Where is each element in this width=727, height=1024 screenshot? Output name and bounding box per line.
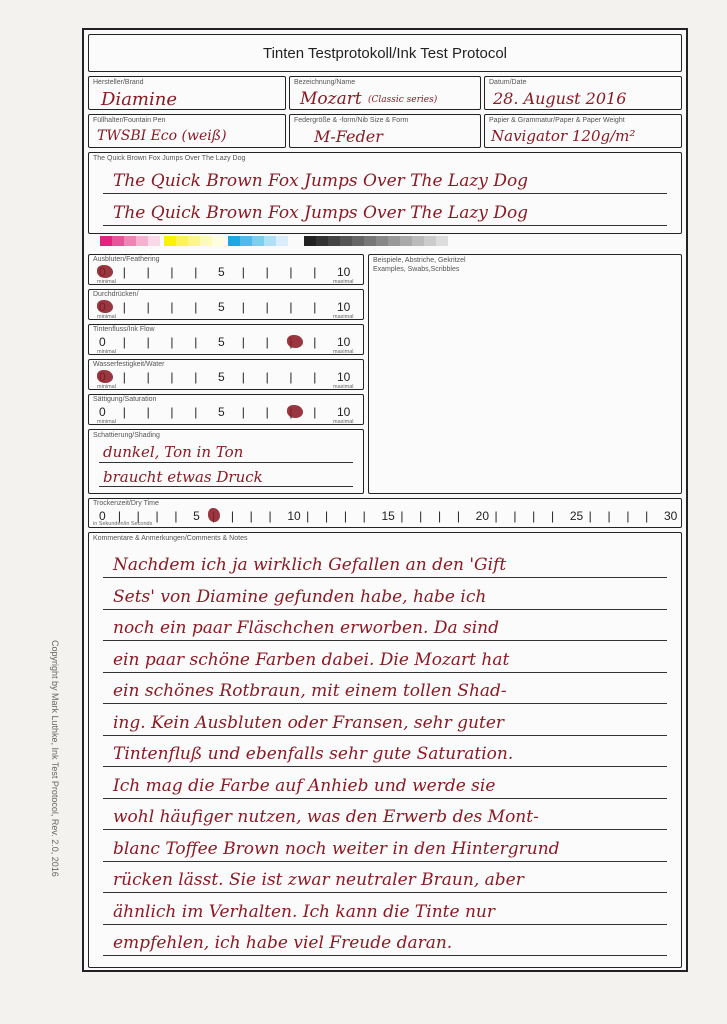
- fox-line-1: The Quick Brown Fox Jumps Over The Lazy Dog: [113, 171, 529, 191]
- scale-tick: |: [122, 335, 126, 349]
- comment-line: ein paar schöne Farben dabei. Die Mozart hat: [113, 649, 510, 670]
- color-swatch: [124, 236, 136, 246]
- comment-rule: [103, 829, 667, 830]
- scale-tick: |: [122, 265, 126, 279]
- scale-number: 5: [218, 405, 225, 419]
- color-calibration-strip: [100, 236, 448, 246]
- scale-tick: |: [313, 265, 317, 279]
- drytime-tick: |: [551, 509, 555, 523]
- rating-min: minimal: [97, 279, 116, 285]
- date-box: [484, 76, 682, 110]
- scale-tick: |: [122, 405, 126, 419]
- nib-label: Federgröße & -form/Nib Size & Form: [294, 117, 409, 124]
- drytime-tick: |: [419, 509, 423, 523]
- scale-tick: |: [170, 335, 174, 349]
- comment-line: ing. Kein Ausbluten oder Fransen, sehr guter: [113, 712, 504, 733]
- scale-tick: |: [170, 300, 174, 314]
- title-box: [88, 34, 682, 72]
- paper-label: Papier & Grammatur/Paper & Paper Weight: [489, 117, 625, 124]
- scale-tick: |: [289, 265, 293, 279]
- scale-tick: |: [122, 370, 126, 384]
- color-swatch: [352, 236, 364, 246]
- drytime-tick: |: [155, 509, 159, 523]
- color-swatch: [136, 236, 148, 246]
- scale-tick: |: [241, 335, 245, 349]
- color-swatch: [388, 236, 400, 246]
- paper-box: [484, 114, 682, 148]
- scale-tick: |: [170, 265, 174, 279]
- scale-tick: |: [170, 370, 174, 384]
- examples-label: Beispiele, Abstriche, Gekritzel: [373, 257, 466, 264]
- comments-box: [88, 532, 682, 968]
- scale-tick: |: [146, 370, 150, 384]
- scale-tick: |: [146, 265, 150, 279]
- nib-value: M-Feder: [314, 127, 383, 146]
- scale-number: 10: [337, 265, 351, 279]
- rating-label: Tintenfluss/Ink Flow: [93, 326, 155, 333]
- drytime-mark: [208, 508, 220, 522]
- comment-line: wohl häufiger nutzen, was den Erwerb des Mont-: [113, 807, 539, 827]
- rating-label: Sättigung/Saturation: [93, 396, 157, 403]
- scale-tick: |: [146, 335, 150, 349]
- comment-rule: [103, 892, 667, 893]
- rating-box: [88, 289, 364, 320]
- color-swatch: [424, 236, 436, 246]
- color-swatch: [376, 236, 388, 246]
- rating-mark: [287, 405, 303, 418]
- examples-label-2: Examples, Swabs,Scribbles: [373, 266, 460, 273]
- date-value: 28. August 2016: [493, 89, 627, 108]
- drytime-tick: |: [588, 509, 592, 523]
- drytime-tick: |: [645, 509, 649, 523]
- scale-tick: |: [241, 370, 245, 384]
- drytime-tick: |: [456, 509, 460, 523]
- protocol-sheet: [82, 28, 688, 972]
- drytime-tick: |: [249, 509, 253, 523]
- comment-line: empfehlen, ich habe viel Freude daran.: [113, 933, 453, 953]
- comment-rule: [103, 766, 667, 767]
- comment-rule: [103, 609, 667, 610]
- scale-tick: |: [265, 300, 269, 314]
- color-swatch: [200, 236, 212, 246]
- rating-min: minimal: [97, 349, 116, 355]
- color-swatch: [240, 236, 252, 246]
- color-swatch: [100, 236, 112, 246]
- fox-label: The Quick Brown Fox Jumps Over The Lazy Dog: [93, 155, 246, 162]
- color-swatch: [252, 236, 264, 246]
- scale-number: 5: [218, 300, 225, 314]
- comment-rule: [103, 735, 667, 736]
- name-box: [289, 76, 481, 110]
- scale-number: 10: [337, 370, 351, 384]
- scale-tick: |: [146, 300, 150, 314]
- scale-tick: |: [289, 370, 293, 384]
- shading-box: [88, 429, 364, 494]
- pen-value: TWSBI Eco (weiß): [97, 128, 227, 144]
- scale-number: 10: [337, 300, 351, 314]
- paper-value: Navigator 120g/m²: [491, 127, 636, 145]
- date-label: Datum/Date: [489, 79, 527, 86]
- comment-rule: [103, 703, 667, 704]
- rating-max: maximal: [333, 384, 354, 390]
- scale-tick: |: [194, 370, 198, 384]
- scale-tick: |: [122, 300, 126, 314]
- name-value: Mozart: [300, 89, 362, 109]
- brand-box: [88, 76, 286, 110]
- rating-mark: [97, 265, 113, 278]
- color-swatch: [340, 236, 352, 246]
- fox-box: [88, 152, 682, 234]
- comment-rule: [103, 955, 667, 956]
- name-label: Bezeichnung/Name: [294, 79, 356, 86]
- rating-label: Durchdrücken/: [93, 291, 139, 298]
- rating-box: [88, 394, 364, 425]
- scale-tick: |: [313, 300, 317, 314]
- drytime-tick: |: [532, 509, 536, 523]
- drytime-number: 10: [287, 509, 301, 523]
- comment-line: rücken lässt. Sie ist zwar neutraler Braun, aber: [113, 870, 524, 890]
- comment-line: noch ein paar Fläschchen erworben. Da sind: [113, 618, 499, 638]
- drytime-tick: |: [174, 509, 178, 523]
- comment-line: Sets' von Diamine gefunden habe, habe ich: [113, 586, 487, 607]
- drytime-label: Trockenzeit/Dry Time: [93, 500, 159, 507]
- nib-box: [289, 114, 481, 148]
- rating-min: minimal: [97, 419, 116, 425]
- drytime-tick: |: [607, 509, 611, 523]
- color-swatch: [176, 236, 188, 246]
- drytime-tick: |: [438, 509, 442, 523]
- brand-value: Diamine: [101, 89, 177, 110]
- scale-tick: |: [241, 265, 245, 279]
- drytime-number: 5: [193, 509, 200, 523]
- scale-tick: |: [241, 405, 245, 419]
- comment-rule: [103, 861, 667, 862]
- color-swatch: [164, 236, 176, 246]
- scale-number: 5: [218, 265, 225, 279]
- color-swatch: [328, 236, 340, 246]
- color-swatch: [400, 236, 412, 246]
- scale-tick: |: [313, 405, 317, 419]
- color-swatch: [212, 236, 224, 246]
- drytime-number: 20: [475, 509, 490, 523]
- brand-label: Hersteller/Brand: [93, 79, 144, 86]
- color-swatch: [112, 236, 124, 246]
- rating-max: maximal: [333, 349, 354, 355]
- scale-tick: |: [313, 335, 317, 349]
- comment-rule: [103, 924, 667, 925]
- drytime-tick: |: [117, 509, 121, 523]
- scale-number: 0: [99, 335, 106, 349]
- rating-mark: [287, 335, 303, 348]
- rating-label: Ausbluten/Feathering: [93, 256, 160, 263]
- drytime-tick: |: [136, 509, 140, 523]
- pen-box: [88, 114, 286, 148]
- drytime-tick: |: [362, 509, 366, 523]
- scale-tick: |: [194, 405, 198, 419]
- scale-tick: |: [313, 370, 317, 384]
- color-swatch: [304, 236, 316, 246]
- drytime-tick: |: [513, 509, 517, 523]
- rating-box: [88, 324, 364, 355]
- drytime-tick: |: [325, 509, 329, 523]
- drytime-tick: |: [400, 509, 404, 523]
- scale-number: 10: [337, 335, 351, 349]
- scale-tick: |: [265, 335, 269, 349]
- comment-rule: [103, 577, 667, 578]
- drytime-number: 0: [99, 509, 106, 523]
- color-swatch: [228, 236, 240, 246]
- comment-line: ähnlich im Verhalten. Ich kann die Tinte nur: [113, 901, 495, 922]
- comment-rule: [103, 640, 667, 641]
- scale-number: 10: [337, 405, 351, 419]
- scale-tick: |: [289, 300, 293, 314]
- rating-max: maximal: [333, 314, 354, 320]
- comment-rule: [103, 798, 667, 799]
- scale-tick: |: [265, 405, 269, 419]
- rating-mark: [97, 300, 113, 313]
- color-swatch: [436, 236, 448, 246]
- scale-tick: |: [241, 300, 245, 314]
- shading-label: Schattierung/Shading: [93, 432, 160, 439]
- examples-box: [368, 254, 682, 494]
- comment-line: Ich mag die Farbe auf Anhieb und werde sie: [113, 775, 496, 796]
- drytime-tick: |: [268, 509, 272, 523]
- drytime-tick: |: [494, 509, 498, 523]
- color-swatch: [264, 236, 276, 246]
- rating-label: Wasserfestigkeit/Water: [93, 361, 165, 368]
- drytime-unit: in Sekunden/in Seconds: [93, 521, 153, 527]
- shading-line-1: dunkel, Ton in Ton: [103, 443, 244, 461]
- drytime-tick: |: [306, 509, 310, 523]
- scale-tick: |: [170, 405, 174, 419]
- rating-min: minimal: [97, 384, 116, 390]
- scale-tick: |: [194, 265, 198, 279]
- drytime-tick: |: [230, 509, 234, 523]
- rating-mark: [97, 370, 113, 383]
- drytime-number: 25: [569, 509, 584, 523]
- color-swatch: [316, 236, 328, 246]
- color-swatch: [412, 236, 424, 246]
- comment-rule: [103, 672, 667, 673]
- comment-line: Tintenfluß und ebenfalls sehr gute Saturation.: [113, 744, 514, 764]
- scale-tick: |: [194, 335, 198, 349]
- rating-min: minimal: [97, 314, 116, 320]
- scale-number: 0: [99, 405, 106, 419]
- scale-tick: |: [265, 370, 269, 384]
- rating-max: maximal: [333, 279, 354, 285]
- page-title: Tinten Testprotokoll/Ink Test Protocol: [262, 45, 507, 62]
- drytime-number: 15: [381, 509, 395, 523]
- comment-line: blanc Toffee Brown noch weiter in den Hintergrund: [113, 838, 560, 859]
- color-swatch: [148, 236, 160, 246]
- pen-label: Füllhalter/Fountain Pen: [93, 117, 166, 124]
- shading-line-2: braucht etwas Druck: [103, 468, 263, 486]
- drytime-box: [88, 498, 682, 528]
- scale-number: 5: [218, 335, 225, 349]
- color-swatch: [276, 236, 288, 246]
- name-note: (Classic series): [368, 95, 438, 105]
- scale-tick: |: [146, 405, 150, 419]
- fox-line-2: The Quick Brown Fox Jumps Over The Lazy Dog: [113, 203, 529, 223]
- copyright-text: Copyright by Mark Luthke, Ink Test Protocol, Rev. 2.0, 2016: [50, 640, 60, 877]
- drytime-tick: |: [343, 509, 347, 523]
- rating-box: [88, 254, 364, 285]
- scale-tick: |: [194, 300, 198, 314]
- rating-max: maximal: [333, 419, 354, 425]
- scale-number: 5: [218, 370, 225, 384]
- comment-line: Nachdem ich ja wirklich Gefallen an den 'Gift: [113, 555, 507, 575]
- drytime-tick: |: [626, 509, 630, 523]
- color-swatch: [188, 236, 200, 246]
- color-swatch: [364, 236, 376, 246]
- scale-tick: |: [265, 265, 269, 279]
- comment-line: ein schönes Rotbraun, mit einem tollen Shad-: [113, 681, 507, 701]
- comments-label: Kommentare & Anmerkungen/Comments & Notes: [93, 535, 248, 542]
- drytime-number: 30: [664, 509, 678, 523]
- rating-box: [88, 359, 364, 390]
